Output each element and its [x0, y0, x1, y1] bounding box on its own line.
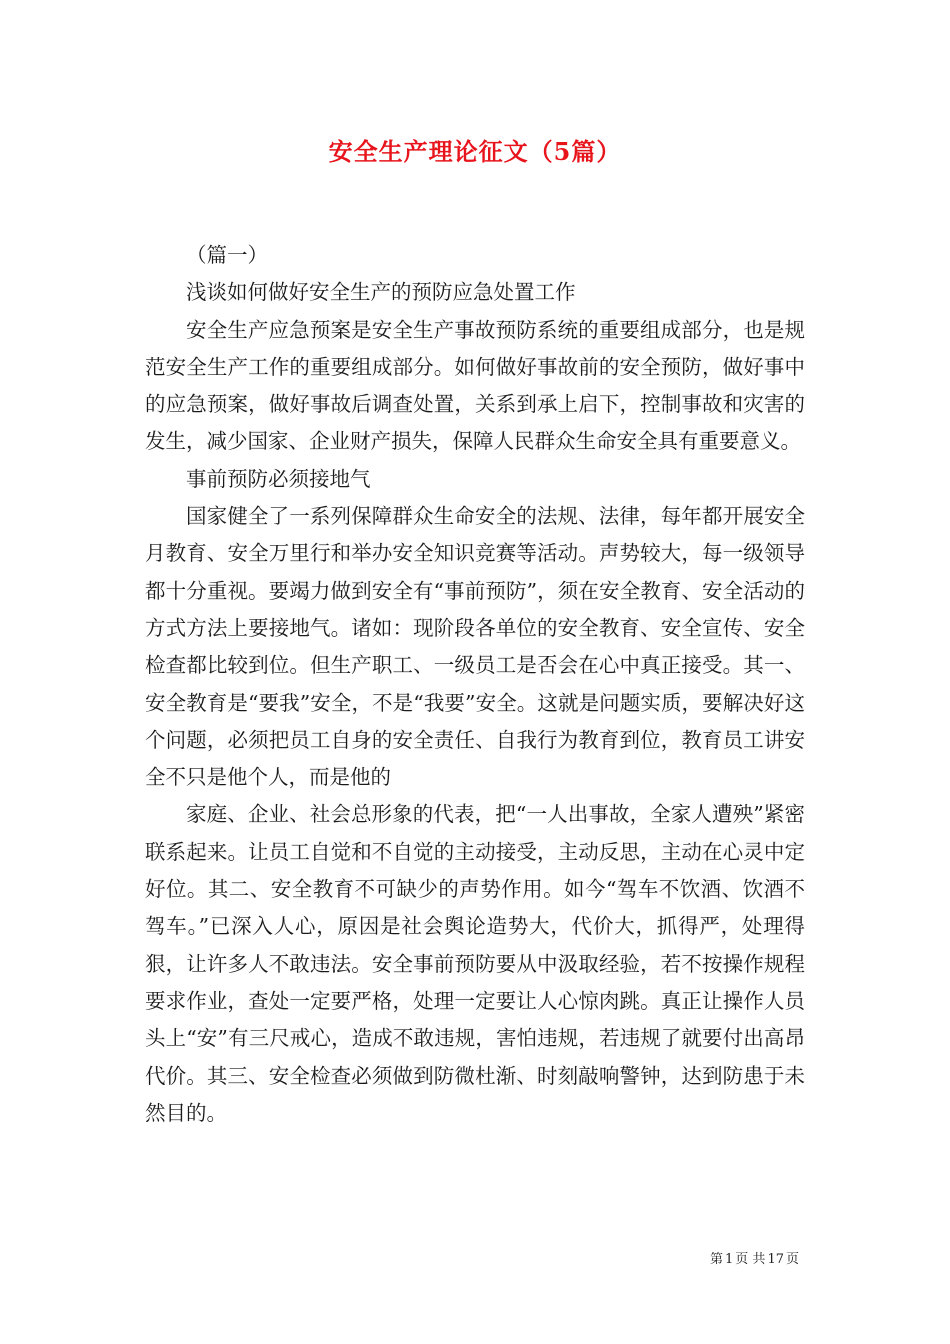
document-title: 安全生产理论征文（5篇） [328, 137, 622, 166]
footer-prefix: 第 [710, 1252, 724, 1267]
footer-suffix: 页 [785, 1252, 799, 1267]
footer-page-number: 1 [725, 1252, 734, 1267]
subsection-heading: 事前预防必须接地气 [186, 466, 371, 491]
article-subtitle: 浅谈如何做好安全生产的预防应急处置工作 [186, 280, 576, 305]
body-paragraph: 安全生产应急预案是安全生产事故预防系统的重要组成部分，也是规范安全生产工作的重要组成部分。如何做好事故前的安全预防，做好事中的应急预案，做好事故后调查处置，关系到承上启下，控制事故和灾害的发生，减少国家、企业财产损失，保障人民群众生命安全具有重要意义。 [145, 317, 805, 454]
page-footer [709, 1248, 800, 1267]
body-paragraph: 国家健全了一系列保障群众生命安全的法规、法律，每年都开展安全月教育、安全万里行和举办安全知识竞赛等活动。声势较大，每一级领导都十分重视。要竭力做到安全有“事前预防”，须在安全教育、安全活动的方式方法上要接地气。诸如：现阶段各单位的安全教育、安全宣传、安全检查都比较到位。但生产职工、一级员工是否会在心中真正接受。其一、安全教育是“要我”安全，不是“我要”安全。这就是问题实质，要解决好这个问题，必须把员工自身的安全责任、自我行为教育到位，教育员工讲安全不只是他个人，而是他的 [145, 504, 805, 790]
document-body [145, 237, 805, 1132]
section-heading: （篇一） [186, 243, 268, 267]
footer-middle: 页 共 [735, 1252, 766, 1267]
footer-total-pages: 17 [767, 1252, 784, 1267]
body-paragraph: 家庭、企业、社会总形象的代表，把“一人出事故，全家人遭殃”紧密联系起来。让员工自觉和不自觉的主动接受，主动反思，主动在心灵中定好位。其二、安全教育不可缺少的声势作用。如今“驾车不饮酒、饮酒不驾车。”已深入人心，原因是社会舆论造势大，代价大，抓得严，处理得狠，让许多人不敢违法。安全事前预防要从中汲取经验，若不按操作规程要求作业，查处一定要严格，处理一定要让人心惊肉跳。真正让操作人员头上“安”有三尺戒心，造成不敢违规，害怕违规，若违规了就要付出高昂代价。其三、安全检查必须做到防微杜渐、时刻敲响警钟，达到防患于未然目的。 [145, 802, 805, 1125]
